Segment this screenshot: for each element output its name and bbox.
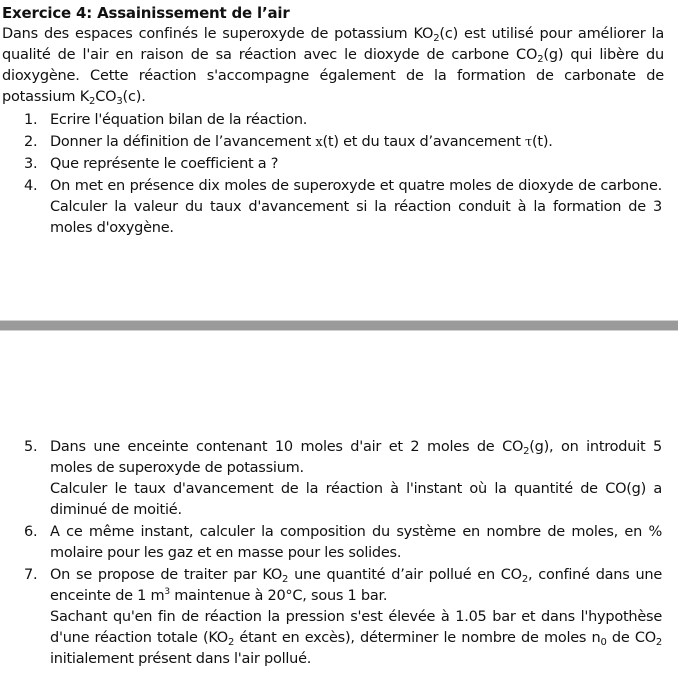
superscript: 3 xyxy=(164,587,170,597)
subscript: 2 xyxy=(433,33,440,44)
question-number: 7. xyxy=(24,567,38,583)
subscript: 2 xyxy=(521,574,528,585)
intro-text: (c) est utilisé pour améliorer la qualité de l'air en raison de sa réaction avec le dioxyde de carbone CO xyxy=(2,26,665,63)
intro-text: (g) qui libère du dioxygène. Cette réaction s'accompagne également de la formation de carbonate de potassium K xyxy=(2,47,664,105)
question-text: maintenue à 20°C, sous 1 bar. xyxy=(169,588,388,604)
question-number: 4. xyxy=(24,178,38,194)
question-text: Donner la définition de l’avancement xyxy=(50,134,316,150)
question-number: 3. xyxy=(24,156,38,172)
question-2 xyxy=(0,132,662,153)
question-text: A ce même instant, calculer la composition du système en nombre de moles, en % molaire pour les gaz et en masse pour les solides. xyxy=(50,524,662,561)
question-text: On se propose de traiter par KO xyxy=(50,567,283,583)
question-text: On met en présence dix moles de superoxyde et quatre moles de dioxyde de carbone. Calculer la valeur du taux d'avancement si la réaction conduit à la formation de 3 moles d'oxygène. xyxy=(50,178,662,236)
question-text: de CO xyxy=(606,630,656,646)
exercise-title: Exercice 4: Assainissement de l’air xyxy=(2,4,290,22)
question-paragraph xyxy=(50,437,662,479)
question-4 xyxy=(0,176,662,239)
question-paragraph xyxy=(50,565,662,607)
question-list-bottom xyxy=(0,437,678,671)
question-paragraph: Calculer le taux d'avancement de la réaction à l'instant où la quantité de CO(g) a diminué de moitié. xyxy=(50,481,662,518)
question-6 xyxy=(0,522,662,564)
subscript: 2 xyxy=(523,446,530,457)
question-paragraph xyxy=(50,607,662,670)
subscript: 2 xyxy=(227,637,235,648)
question-text: étant en excès), déterminer le nombre de moles n xyxy=(234,630,601,646)
intro-text: (c). xyxy=(122,89,146,105)
question-text: Sachant qu'en fin de réaction la pression s'est élevée à 1.05 bar et dans l'hypothèse d'une réaction totale (KO xyxy=(50,609,662,646)
question-text: initialement présent dans l'air pollué. xyxy=(50,651,312,667)
question-number: 5. xyxy=(24,439,38,455)
symbol-tau: τ xyxy=(525,135,532,150)
subscript: 3 xyxy=(116,96,123,107)
subscript: 2 xyxy=(537,54,544,65)
question-7 xyxy=(0,565,662,670)
question-number: 6. xyxy=(24,524,38,540)
question-text: Dans une enceinte contenant 10 moles d'air et 2 moles de CO xyxy=(50,439,524,455)
subscript: 2 xyxy=(655,637,662,648)
subscript: 2 xyxy=(89,96,96,107)
intro-paragraph xyxy=(2,24,664,108)
page-bottom xyxy=(0,330,678,680)
question-number: 1. xyxy=(24,112,38,128)
page-top xyxy=(0,0,678,322)
question-text: (g), on introduit 5 moles de superoxyde de potassium. xyxy=(50,439,662,476)
subscript: 2 xyxy=(282,574,289,585)
question-text: (t) et du taux d’avancement xyxy=(322,134,526,150)
question-text: , confiné dans une enceinte de 1 m xyxy=(50,567,663,604)
question-text: Ecrire l'équation bilan de la réaction. xyxy=(50,112,308,128)
subscript: 0 xyxy=(600,637,607,648)
question-text: (t). xyxy=(532,134,553,150)
intro-text: Dans des espaces confinés le superoxyde de potassium KO xyxy=(2,26,434,42)
question-text: une quantité d’air pollué en CO xyxy=(288,567,522,583)
question-3 xyxy=(0,154,662,175)
question-list-top xyxy=(0,110,678,240)
question-5 xyxy=(0,437,662,521)
symbol-x: x xyxy=(315,135,323,150)
question-1 xyxy=(0,110,662,131)
question-number: 2. xyxy=(24,134,38,150)
question-text: Que représente le coefficient a ? xyxy=(50,156,279,172)
intro-text: CO xyxy=(95,89,117,105)
